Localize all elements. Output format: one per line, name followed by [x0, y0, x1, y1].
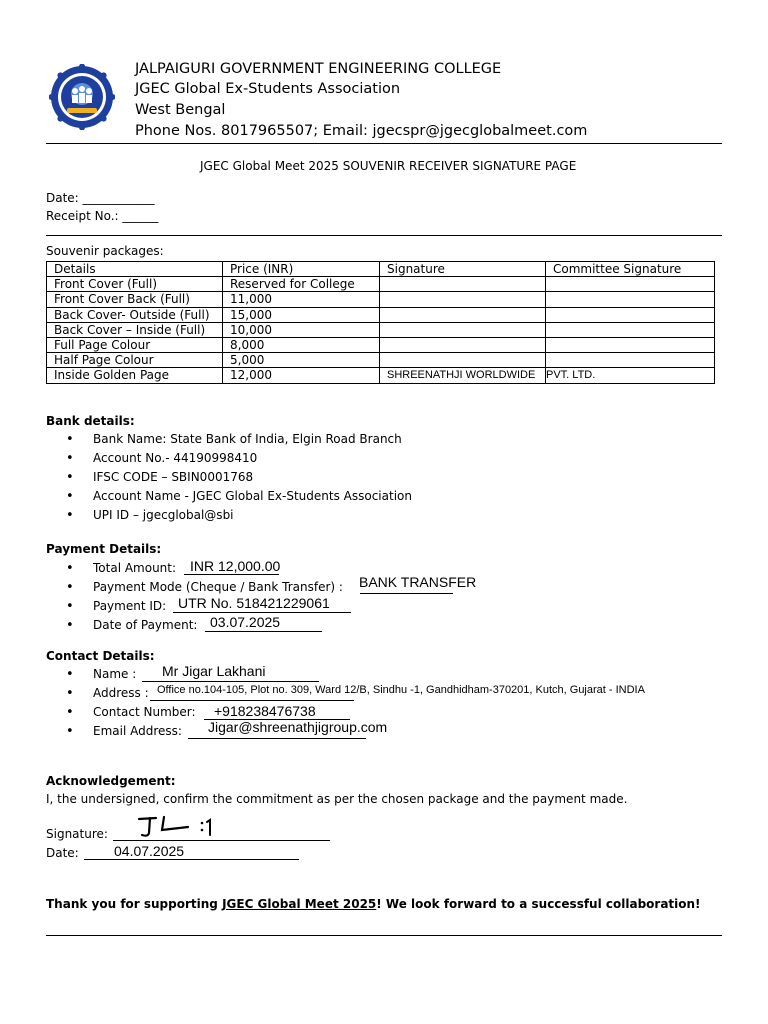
contact-name-value: Mr Jigar Lakhani: [162, 663, 266, 679]
cell-detail: Back Cover – Inside (Full): [47, 322, 223, 337]
ack-date-value: 04.07.2025: [114, 843, 185, 859]
college-name: JALPAIGURI GOVERNMENT ENGINEERING COLLEGE: [135, 61, 502, 77]
thank-you-suffix: ! We look forward to a successful collaboration!: [376, 897, 701, 911]
cell-price: 10,000: [223, 322, 380, 337]
cell-committee: PVT. LTD.: [546, 368, 715, 383]
contact-name-label: Name :: [93, 667, 137, 681]
table-row: [47, 307, 715, 322]
payment-id-line: [173, 612, 351, 613]
cell-committee: [546, 292, 715, 307]
cell-committee: [546, 322, 715, 337]
payment-date-line: [205, 631, 322, 632]
page-title: JGEC Global Meet 2025 SOUVENIR RECEIVER SIGNATURE PAGE: [200, 159, 577, 173]
list-item: • UPI ID – jgecglobal@sbi: [66, 506, 412, 525]
payment-id-value: UTR No. 518421229061: [178, 595, 330, 611]
contact-info: Phone Nos. 8017965507; Email: jgecspr@jgecglobalmeet.com: [135, 123, 588, 139]
payment-heading: Payment Details:: [46, 542, 162, 556]
contact-phone-value: +918238476738: [214, 703, 316, 719]
cell-signature: [380, 277, 546, 292]
college-logo: [49, 64, 115, 130]
signature-label: Signature:: [46, 827, 108, 841]
acknowledgement-heading: Acknowledgement:: [46, 774, 176, 788]
state-name: West Bengal: [135, 102, 226, 118]
cell-detail: Front Cover (Full): [47, 277, 223, 292]
cell-detail: Half Page Colour: [47, 353, 223, 368]
list-item: • Account No.- 44190998410: [66, 449, 412, 468]
cell-committee: [546, 338, 715, 353]
cell-signature: [380, 338, 546, 353]
cell-committee: [546, 353, 715, 368]
bank-heading: Bank details:: [46, 414, 135, 428]
contact-heading: Contact Details:: [46, 649, 155, 663]
packages-table: [46, 261, 715, 384]
cell-committee: [546, 277, 715, 292]
payment-date-label: Date of Payment:: [93, 618, 198, 632]
cell-price: Reserved for College: [223, 277, 380, 292]
total-amount-value: INR 12,000.00: [190, 558, 281, 574]
header-price: Price (INR): [223, 262, 380, 277]
footer-divider: [46, 935, 722, 936]
cell-detail: Back Cover- Outside (Full): [47, 307, 223, 322]
payment-mode-line: [360, 593, 453, 594]
list-item: • Bank Name: State Bank of India, Elgin Road Branch: [66, 430, 412, 449]
cell-signature: [380, 307, 546, 322]
acknowledgement-text: I, the undersigned, confirm the commitment as per the chosen package and the payment made.: [46, 792, 628, 806]
payment-date-value: 03.07.2025: [210, 614, 281, 630]
ack-date-line: [84, 859, 299, 860]
receipt-field: Receipt No.: ______: [46, 209, 159, 223]
handwritten-signature: [134, 813, 218, 841]
list-item: • Account Name - JGEC Global Ex-Students Association: [66, 487, 412, 506]
cell-detail: Inside Golden Page: [47, 368, 223, 383]
list-item: • IFSC CODE – SBIN0001768: [66, 468, 412, 487]
total-amount-label: Total Amount:: [93, 561, 177, 575]
total-amount-line: [184, 574, 279, 575]
contact-address-line: [150, 700, 354, 701]
event-name: JGEC Global Meet 2025: [222, 897, 377, 911]
payment-id-label: Payment ID:: [93, 599, 167, 613]
contact-email-value: Jigar@shreenathjigroup.com: [208, 719, 388, 735]
packages-caption: Souvenir packages:: [46, 244, 164, 258]
cell-signature: SHREENATHJI WORLDWIDE: [380, 368, 546, 383]
header-signature: Signature: [380, 262, 546, 277]
cell-signature: [380, 353, 546, 368]
contact-address-value: Office no.104-105, Plot no. 309, Ward 12/B, Sindhu -1, Gandhidham-370201, Kutch, Gujarat - INDIA: [157, 684, 645, 696]
date-field: Date: ____________: [46, 191, 155, 205]
cell-price: 15,000: [223, 307, 380, 322]
contact-phone-label: Contact Number:: [93, 705, 196, 719]
thank-you-note: [46, 897, 701, 911]
table-row: [47, 368, 715, 383]
cell-committee: [546, 307, 715, 322]
contact-name-line: [142, 681, 319, 682]
thank-you-prefix: Thank you for supporting: [46, 897, 223, 911]
table-row: [47, 338, 715, 353]
table-row: [47, 322, 715, 337]
cell-price: 12,000: [223, 368, 380, 383]
cell-signature: [380, 322, 546, 337]
header-details: Details: [47, 262, 223, 277]
payment-mode-value: BANK TRANSFER: [359, 574, 477, 590]
contact-address-label: Address :: [93, 686, 149, 700]
cell-detail: Front Cover Back (Full): [47, 292, 223, 307]
bank-details-list: [66, 430, 412, 525]
header-divider: [46, 143, 722, 144]
header-committee: Committee Signature: [546, 262, 715, 277]
payment-mode-label: Payment Mode (Cheque / Bank Transfer) :: [93, 580, 343, 594]
contact-email-line: [188, 738, 366, 739]
association-name: JGEC Global Ex-Students Association: [135, 81, 401, 97]
ack-date-label: Date:: [46, 846, 79, 860]
cell-price: 8,000: [223, 338, 380, 353]
list-item: [66, 616, 343, 635]
contact-email-label: Email Address:: [93, 724, 182, 738]
cell-price: 11,000: [223, 292, 380, 307]
section-divider: [46, 235, 722, 236]
list-item: [66, 722, 196, 741]
cell-detail: Full Page Colour: [47, 338, 223, 353]
list-item: [66, 703, 196, 722]
cell-signature: [380, 292, 546, 307]
table-row: [47, 292, 715, 307]
table-header-row: [47, 262, 715, 277]
cell-price: 5,000: [223, 353, 380, 368]
table-row: [47, 353, 715, 368]
table-row: [47, 277, 715, 292]
